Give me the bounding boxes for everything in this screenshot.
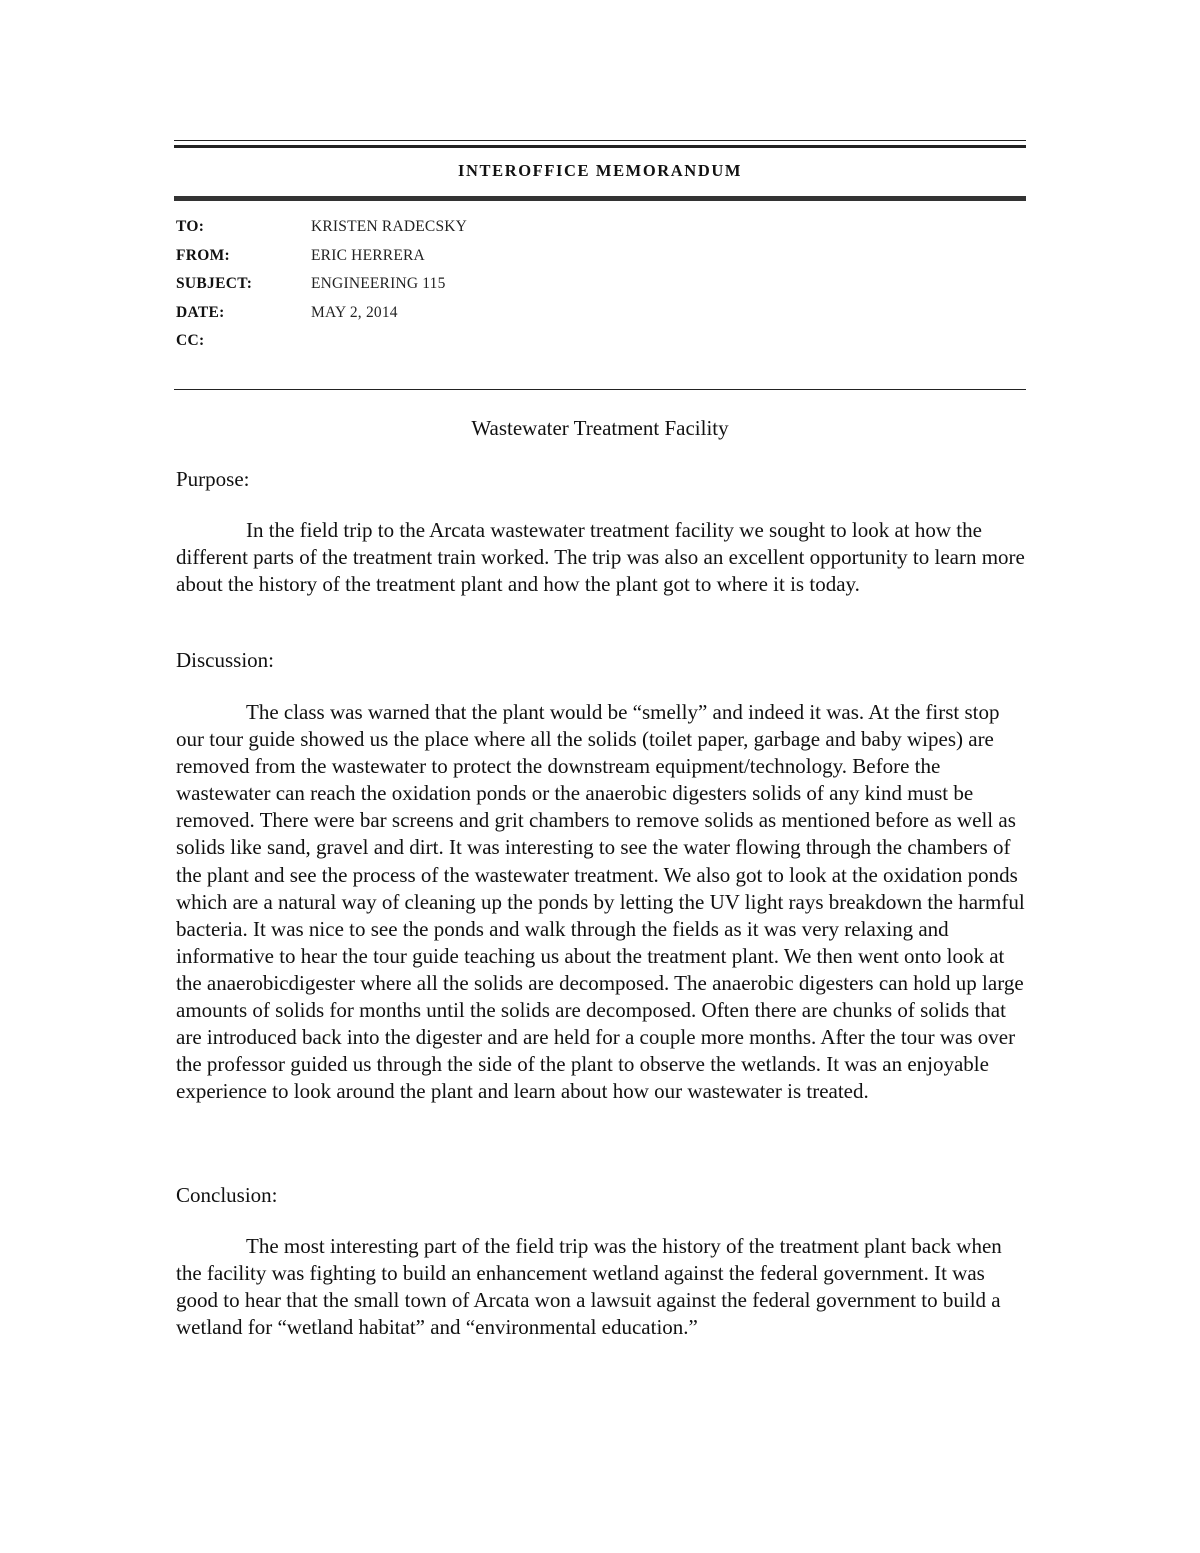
document-title: Wastewater Treatment Facility [471,416,729,440]
memo-heading: INTEROFFICE MEMORANDUM [457,161,743,180]
from-row [176,247,976,276]
date-value: MAY 2, 2014 [311,303,398,321]
to-row [176,218,976,247]
from-label: FROM: [176,246,231,264]
cc-row [176,332,976,361]
conclusion-heading: Conclusion: [176,1183,278,1207]
to-value: KRISTEN RADECSKY [311,218,468,235]
header-divider-rule [174,389,1026,390]
from-value: ERIC HERRERA [311,246,425,264]
discussion-section [176,699,1026,1105]
subject-label: SUBJECT: [176,275,253,292]
purpose-paragraph: In the field trip to the Arcata wastewater treatment facility we sought to look at how the different parts of the treatment train worked. The trip was also an excellent opportunity to learn more about the history of the treatment plant and how the plant got to where it is today. [176,518,1025,597]
purpose-section [176,517,1026,598]
purpose-heading: Purpose: [176,467,250,491]
discussion-heading: Discussion: [176,648,275,672]
subject-value: ENGINEERING 115 [311,275,446,292]
conclusion-paragraph: The most interesting part of the field trip was the history of the treatment plant back when the facility was fighting to build an enhancement wetland against the federal government. It was good to hear that the small town of Arcata won a lawsuit against the federal government to build a wetland for “wetland habitat” and “environmental education.” [176,1234,1002,1340]
date-label: DATE: [176,303,225,321]
conclusion-section [176,1233,1026,1341]
subject-row [176,275,976,304]
to-label: TO: [176,218,205,235]
memo-header-fields [176,218,976,361]
cc-label: CC: [176,332,205,349]
date-row [176,304,976,333]
top-double-rule [174,140,1026,148]
heading-underline-rule [174,196,1026,201]
discussion-paragraph: The class was warned that the plant would be “smelly” and indeed it was. At the first stop our tour guide showed us the place where all the solids (toilet paper, garbage and baby wipes) are removed from the wastewater to protect the downstream equipment/technology. Before the wastewater can reach the oxidation ponds or the anaerobic digesters solids of any kind must be removed. There were bar screens and grit chambers to remove solids as mentioned before as well as solids like sand, gravel and dirt. It was interesting to see the water flowing through the chambers of the plant and see the process of the wastewater treatment. We also got to look at the oxidation ponds which are a natural way of cleaning up the ponds by letting the UV light rays breakdown the harmful bacteria. It was nice to see the ponds and walk through the fields as it was very relaxing and informative to hear the tour guide teaching us about the treatment plant. We then went onto look at the anaerobicdigester where all the solids are decomposed. The anaerobic digesters can hold up large amounts of solids for months until the solids are decomposed. Often there are chunks of solids that are introduced back into the digester and are held for a couple more months. After the tour was over the professor guided us through the side of the plant to observe the wetlands. It was an enjoyable experience to look around the plant and learn about how our wastewater is treated. [176,700,1025,1104]
